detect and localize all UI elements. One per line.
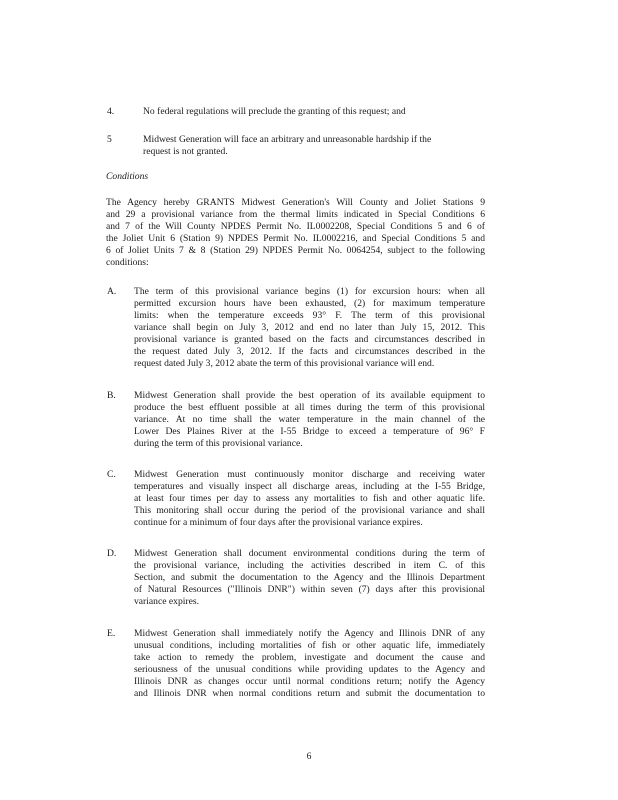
intro-paragraph-line: 6 of Joliet Units 7 & 8 (Station 29) NPDES Permit No. 0064254, subject to the following <box>106 245 485 256</box>
page-number: 6 <box>306 751 312 762</box>
condition-letter: C. <box>107 469 116 480</box>
intro-paragraph-line: the Joliet Unit 6 (Station 9) NPDES Permit No. IL0002216, and Special Conditions 5 and <box>106 233 485 244</box>
condition-line: Midwest Generation shall provide the best operation of its available equipment to <box>134 390 485 401</box>
condition-line: variance. At no time shall the water temperature in the main channel of the <box>134 414 485 425</box>
condition-letter: D. <box>107 548 117 559</box>
intro-paragraph-line: and 29 a provisional variance from the thermal limits indicated in Special Conditions 6 <box>106 209 485 220</box>
condition-line: Midwest Generation shall document environmental conditions during the term of <box>134 548 485 559</box>
item-text-line: No federal regulations will preclude the granting of this request; and <box>143 106 406 117</box>
condition-line: at least four times per day to assess any mortalities to fish and other aquatic life. <box>134 493 485 504</box>
condition-letter: B. <box>107 390 116 401</box>
condition-line: and Illinois DNR when normal conditions return and submit the documentation to <box>134 688 485 699</box>
condition-line: Lower Des Plaines River at the I-55 Bridge to exceed a temperature of 96° F <box>134 426 485 437</box>
condition-line: during the term of this provisional variance. <box>134 438 303 449</box>
item-number: 4. <box>107 106 115 117</box>
condition-line: the request dated July 3, 2012. If the facts and circumstances described in the <box>134 346 485 357</box>
condition-letter: A. <box>107 286 117 297</box>
condition-line: The term of this provisional variance begins (1) for excursion hours: when all <box>134 286 485 297</box>
condition-line: This monitoring shall occur during the period of the provisional variance and shall <box>134 505 485 516</box>
item-number: 5 <box>107 134 112 145</box>
item-text-line: request is not granted. <box>143 146 228 157</box>
condition-line: the provisional variance, including the activities described in item C. of this <box>134 560 485 571</box>
condition-line: Section, and submit the documentation to the Agency and the Illinois Department <box>134 572 485 583</box>
condition-line: variance expires. <box>134 596 199 607</box>
conditions-heading: Conditions <box>106 171 149 182</box>
condition-line: continue for a minimum of four days after the provisional variance expires. <box>134 517 423 528</box>
condition-line: provisional variance is granted based on the facts and circumstances described in <box>134 334 485 345</box>
condition-line: produce the best effluent possible at all times during the term of this provisional <box>134 402 485 413</box>
intro-paragraph-line: The Agency hereby GRANTS Midwest Generation's Will County and Joliet Stations 9 <box>106 197 485 208</box>
condition-line: unusual conditions, including mortalities of fish or other aquatic life, immediately <box>134 640 485 651</box>
intro-paragraph-line: conditions: <box>106 257 149 268</box>
condition-line: of Natural Resources ("Illinois DNR") within seven (7) days after this provisional <box>134 584 485 595</box>
condition-line: take action to remedy the problem, investigate and document the cause and <box>134 652 485 663</box>
condition-line: seriousness of the unusual conditions while providing updates to the Agency and <box>134 664 485 675</box>
condition-letter: E. <box>107 628 116 639</box>
condition-line: Illinois DNR as changes occur until normal conditions return; notify the Agency <box>134 676 485 687</box>
item-text-line: Midwest Generation will face an arbitrary and unreasonable hardship if the <box>143 134 432 145</box>
condition-line: permitted excursion hours have been exhausted, (2) for maximum temperature <box>134 298 485 309</box>
condition-line: limits: when the temperature exceeds 93° F. The term of this provisional <box>134 310 485 321</box>
condition-line: request dated July 3, 2012 abate the term of this provisional variance will end. <box>134 358 435 369</box>
intro-paragraph-line: and 7 of the Will County NPDES Permit No. IL0002208, Special Conditions 5 and 6 of <box>106 221 485 232</box>
condition-line: variance shall begin on July 3, 2012 and end no later than July 15, 2012. This <box>134 322 485 333</box>
condition-line: temperatures and visually inspect all discharge areas, including at the I-55 Bridge, <box>134 481 485 492</box>
condition-line: Midwest Generation must continuously monitor discharge and receiving water <box>134 469 485 480</box>
condition-line: Midwest Generation shall immediately notify the Agency and Illinois DNR of any <box>134 628 485 639</box>
